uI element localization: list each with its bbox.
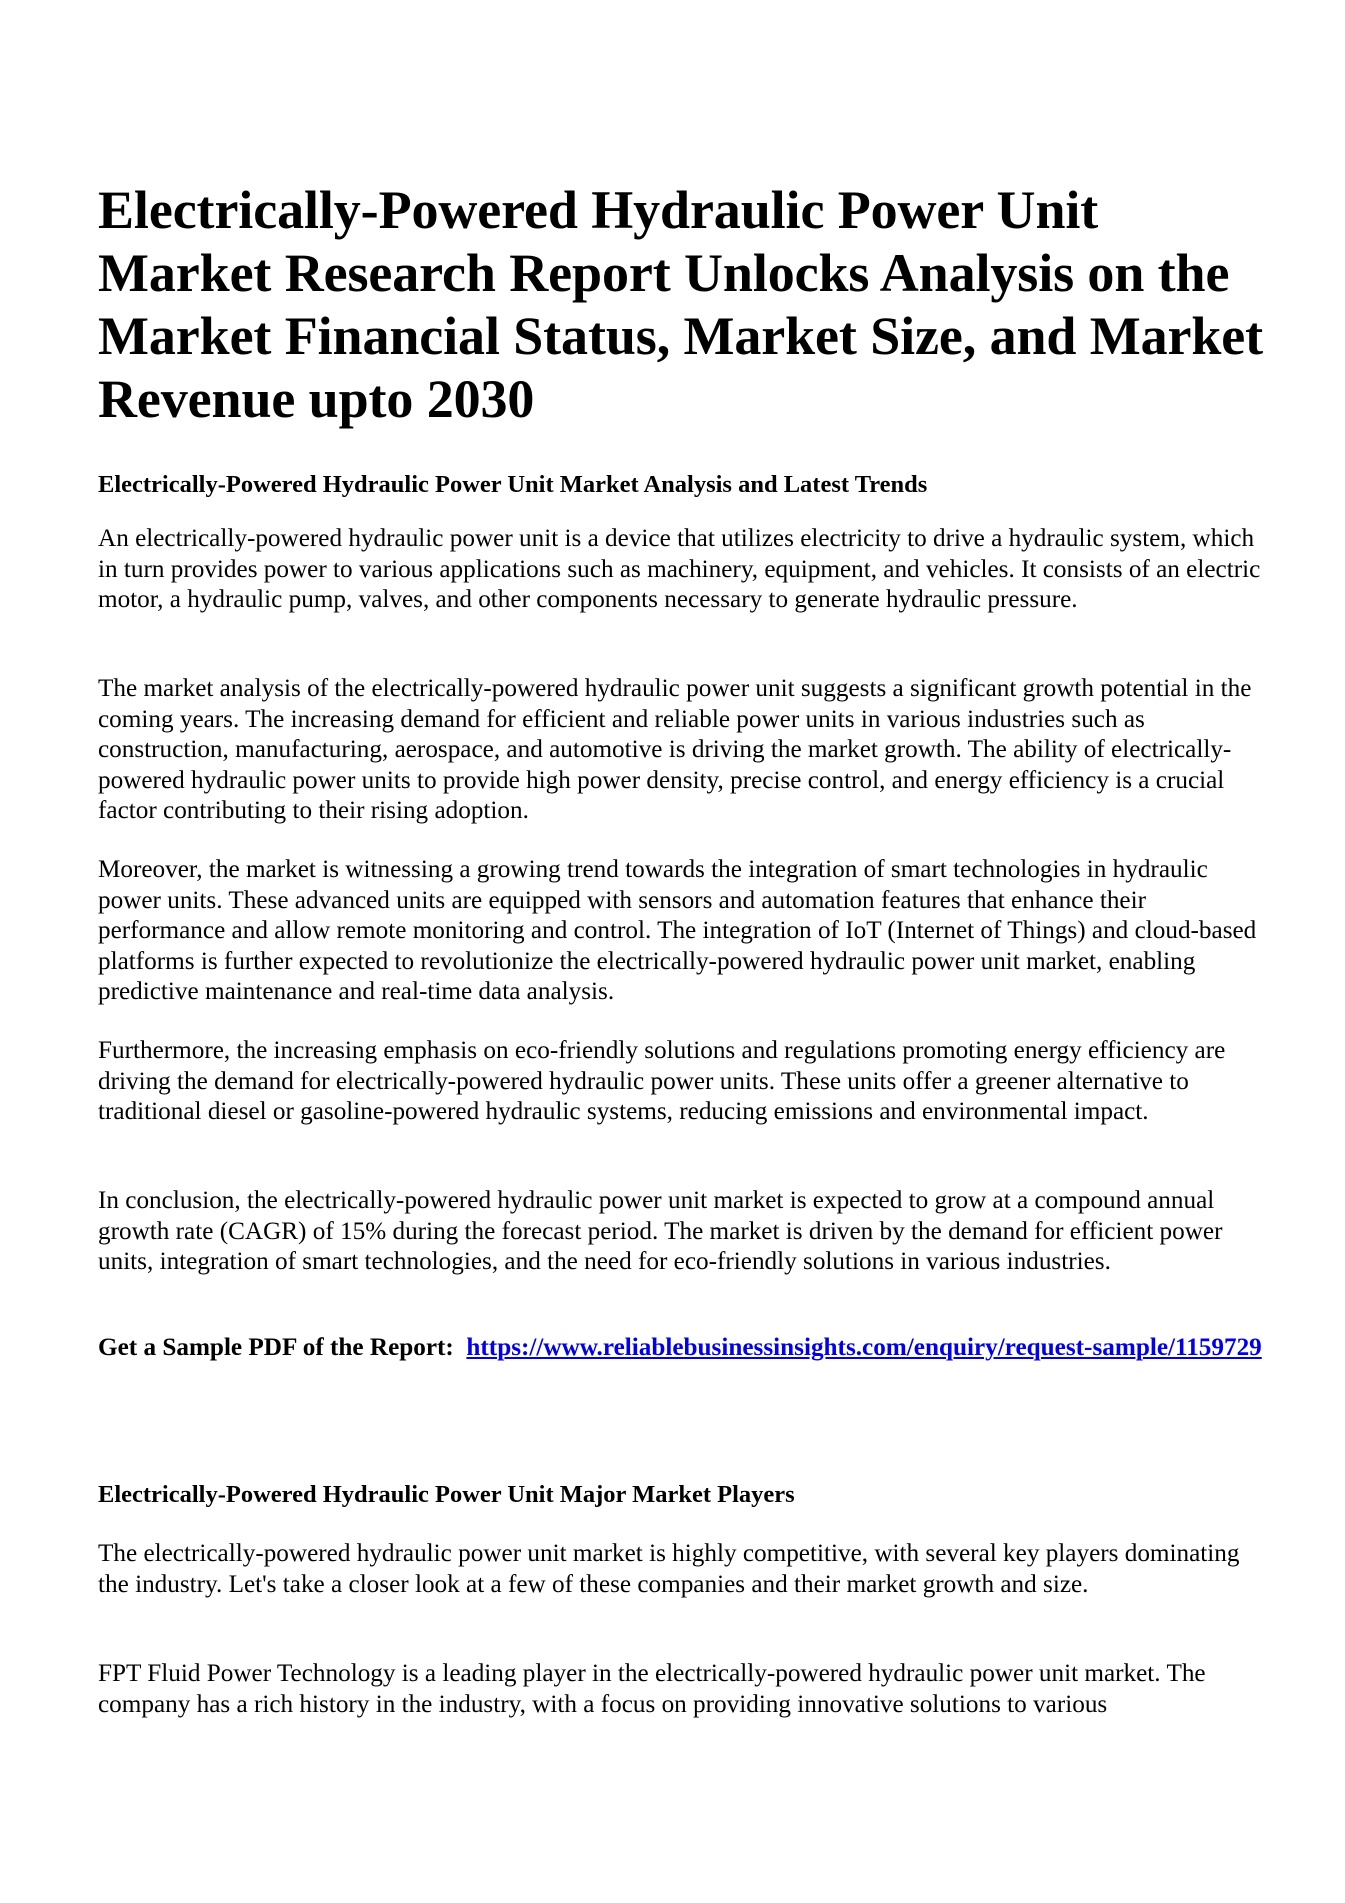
paragraph-eco-friendly: Furthermore, the increasing emphasis on eco-friendly solutions and regulations promoting energy efficiency are driving the demand for electrically-powered hydraulic power units. These units offer a greener alternative to traditional diesel or gasoline-powered hydraulic systems, reducing emissions and environmental impact.: [98, 1037, 1226, 1125]
paragraph-conclusion: In conclusion, the electrically-powered hydraulic power unit market is expected to grow at a compound annual growth rate (CAGR) of 15% during the forecast period. The market is driven by the demand for efficient power units, integration of smart technologies, and the need for eco-friendly solutions in various industries.: [98, 1187, 1223, 1275]
sample-pdf-label: Get a Sample PDF of the Report:: [98, 1334, 454, 1361]
sample-pdf-line: [98, 1333, 1268, 1363]
paragraph-fpt-fluid-power: FPT Fluid Power Technology is a leading player in the electrically-powered hydraulic power unit market. The company has a rich history in the industry, with a focus on providing innovative solutions to various: [98, 1660, 1206, 1718]
paragraph-intro: An electrically-powered hydraulic power unit is a device that utilizes electricity to drive a hydraulic system, which in turn provides power to various applications such as machinery, equipment, and vehicles. It consists of an electric motor, a hydraulic pump, valves, and other components necessary to generate hydraulic pressure.: [98, 525, 1261, 613]
paragraph-competitive-landscape: The electrically-powered hydraulic power unit market is highly competitive, with several key players dominating the industry. Let's take a closer look at a few of these companies and their market growth and size.: [98, 1540, 1240, 1598]
paragraph-smart-technologies: Moreover, the market is witnessing a growing trend towards the integration of smart technologies in hydraulic power units. These advanced units are equipped with sensors and automation features that enhance their performance and allow remote monitoring and control. The integration of IoT (Internet of Things) and cloud-based platforms is further expected to revolutionize the electrically-powered hydraulic power unit market, enabling predictive maintenance and real-time data analysis.: [98, 856, 1257, 1005]
sample-pdf-link[interactable]: https://www.reliablebusinessinsights.com/enquiry/request-sample/1159729: [466, 1334, 1262, 1361]
section-heading-analysis: Electrically-Powered Hydraulic Power Unit Market Analysis and Latest Trends: [98, 471, 928, 498]
section-heading-market-players: Electrically-Powered Hydraulic Power Unit Major Market Players: [98, 1481, 795, 1508]
page-title: Electrically-Powered Hydraulic Power Unit Market Research Report Unlocks Analysis on the Market Financial Status, Market Size, and Market Revenue upto 2030: [98, 180, 1264, 429]
paragraph-market-analysis: The market analysis of the electrically-powered hydraulic power unit suggests a significant growth potential in the coming years. The increasing demand for efficient and reliable power units in various industries such as construction, manufacturing, aerospace, and automotive is driving the market growth. The ability of electrically-powered hydraulic power units to provide high power density, precise control, and energy efficiency is a crucial factor contributing to their rising adoption.: [98, 675, 1252, 824]
